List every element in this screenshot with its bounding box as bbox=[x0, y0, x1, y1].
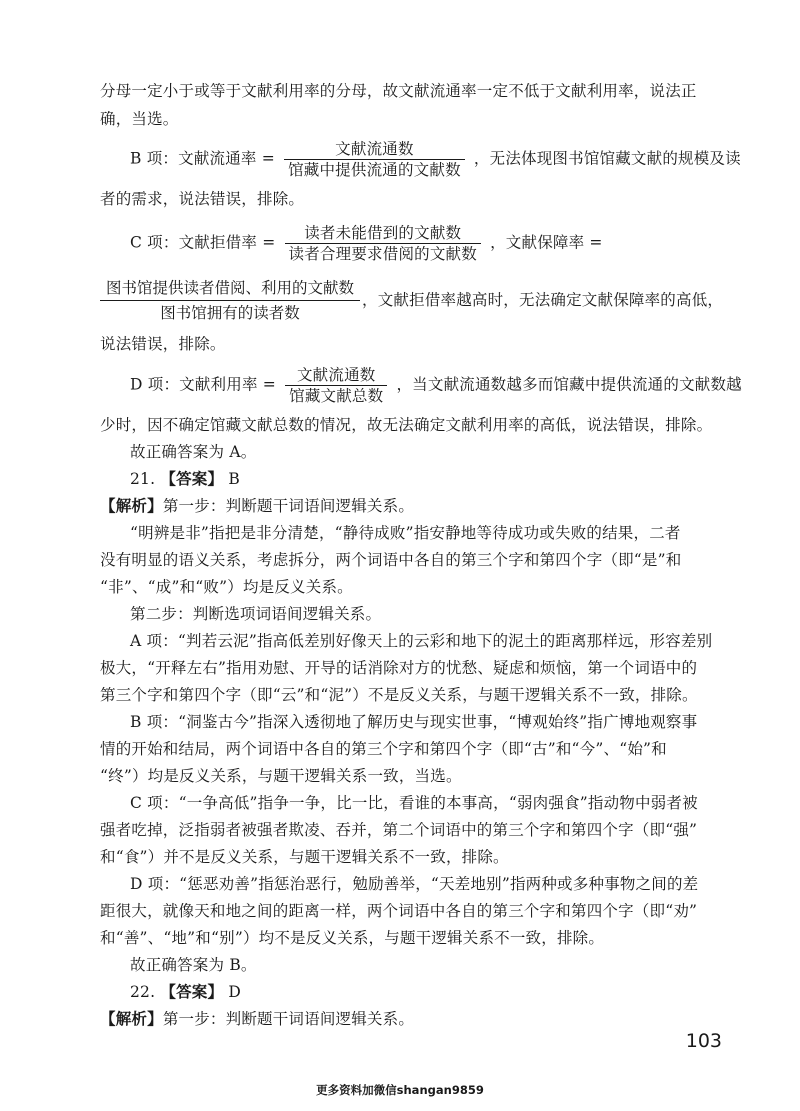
text-line: 和“食”）并不是反义关系，与题干逻辑关系不一致，排除。 bbox=[100, 848, 509, 866]
fraction-denominator: 馆藏文献总数 bbox=[285, 385, 387, 405]
text-line: A 项：“判若云泥”指高低差别好像天上的云彩和地下的泥土的距离那样远，形容差别 bbox=[130, 632, 713, 650]
text-line: “非”、“成”和“败”）均是反义关系。 bbox=[100, 578, 353, 596]
answer-line: 故正确答案为 A。 bbox=[130, 443, 257, 461]
option-c-formula bbox=[130, 224, 720, 263]
option-d-prefix: D 项：文献利用率 = bbox=[130, 375, 276, 394]
option-d-suffix: ，当文献流通数越多而馆藏中提供流通的文献数越 bbox=[396, 375, 742, 394]
option-d-formula bbox=[130, 366, 742, 405]
option-b-formula bbox=[130, 140, 741, 179]
question-number: 21. bbox=[130, 470, 156, 488]
answer-letter: D bbox=[228, 983, 241, 1001]
text-line: “终”）均是反义关系，与题干逻辑关系一致，当选。 bbox=[100, 767, 462, 785]
text-line: C 项：“一争高低”指争一争，比一比，看谁的本事高，“弱肉强食”指动物中弱者被 bbox=[130, 794, 698, 812]
fraction-denominator: 读者合理要求借阅的文献数 bbox=[285, 243, 481, 263]
text-line: 说法错误，排除。 bbox=[100, 335, 226, 353]
analysis-text: 第一步：判断题干词语间逻辑关系。 bbox=[162, 497, 415, 515]
option-c-suffix: ，文献保障率 = bbox=[490, 233, 603, 252]
text-line: 强者吃掉，泛指弱者被强者欺凌、吞并，第二个词语中的第三个字和第四个字（即“强” bbox=[100, 821, 698, 839]
fraction-wide bbox=[100, 278, 360, 323]
text-line: 情的开始和结局，两个词语中各自的第三个字和第四个字（即“古”和“今”、“始”和 bbox=[100, 740, 667, 758]
fraction bbox=[284, 140, 465, 179]
analysis-tag: 【解析】 bbox=[100, 496, 163, 515]
text-line: 分母一定小于或等于文献利用率的分母，故文献流通率一定不低于文献利用率，说法正 bbox=[100, 82, 697, 100]
analysis-tag: 【解析】 bbox=[100, 1009, 163, 1028]
analysis-line bbox=[100, 1008, 720, 1030]
footer-note: 更多资料加微信shangan9859 bbox=[316, 1083, 484, 1097]
option-c-prefix: C 项：文献拒借率 = bbox=[130, 233, 276, 252]
text-line: B 项：“洞鉴古今”指深入透彻地了解历史与现实世事，“博观始终”指广博地观察事 bbox=[130, 713, 698, 731]
text-line: D 项：“惩恶劝善”指惩治恶行，勉励善举，“天差地别”指两种或多种事物之间的差 bbox=[130, 875, 699, 893]
question-22-answer bbox=[130, 981, 720, 1003]
fraction-numerator: 图书馆提供读者借阅、利用的文献数 bbox=[105, 279, 354, 297]
answer-tag: 【答案】 bbox=[160, 982, 224, 1001]
page-number: 103 bbox=[685, 1030, 722, 1052]
fraction bbox=[285, 224, 481, 263]
text-line: 距很大，就像天和地之间的距离一样，两个词语中各自的第三个字和第四个字（即“劝” bbox=[100, 902, 698, 920]
fraction-numerator: 读者未能借到的文献数 bbox=[304, 224, 462, 242]
text-line: 第二步：判断选项词语间逻辑关系。 bbox=[130, 605, 382, 623]
text-line: ，文献拒借率越高时，无法确定文献保障率的高低， bbox=[362, 291, 724, 309]
fraction-numerator: 文献流通数 bbox=[335, 140, 414, 158]
question-number: 22. bbox=[130, 983, 156, 1001]
text-line: 者的需求，说法错误，排除。 bbox=[100, 190, 305, 208]
text-line: 极大，“开释左右”指用劝慰、开导的话消除对方的忧愁、疑虑和烦恼，第一个词语中的 bbox=[100, 659, 698, 677]
fraction-denominator: 图书馆拥有的读者数 bbox=[100, 300, 360, 323]
text-line: “明辨是非”指把是非分清楚，“静待成败”指安静地等待成功或失败的结果，二者 bbox=[130, 524, 681, 542]
analysis-line bbox=[100, 495, 720, 517]
option-b-suffix: ，无法体现图书馆馆藏文献的规模及读 bbox=[473, 149, 741, 168]
answer-letter: B bbox=[228, 470, 240, 488]
text-line: 确，当选。 bbox=[100, 110, 179, 128]
answer-tag: 【答案】 bbox=[160, 469, 224, 488]
fraction-numerator: 文献流通数 bbox=[296, 366, 376, 384]
question-21-answer bbox=[130, 468, 720, 490]
text-line: 少时，因不确定馆藏文献总数的情况，故无法确定文献利用率的高低，说法错误，排除。 bbox=[100, 416, 713, 434]
analysis-text: 第一步：判断题干词语间逻辑关系。 bbox=[162, 1010, 415, 1028]
text-line: 和“善”、“地”和“别”）均不是反义关系，与题干逻辑关系不一致，排除。 bbox=[100, 929, 605, 947]
answer-line: 故正确答案为 B。 bbox=[130, 956, 257, 974]
text-line: 第三个字和第四个字（即“云”和“泥”）不是反义关系，与题干逻辑关系不一致，排除。 bbox=[100, 686, 698, 704]
fraction-denominator: 馆藏中提供流通的文献数 bbox=[284, 159, 465, 179]
fraction bbox=[285, 366, 387, 405]
text-line: 没有明显的语义关系，考虑拆分，两个词语中各自的第三个字和第四个字（即“是”和 bbox=[100, 551, 682, 569]
option-b-prefix: B 项：文献流通率 = bbox=[130, 149, 275, 168]
